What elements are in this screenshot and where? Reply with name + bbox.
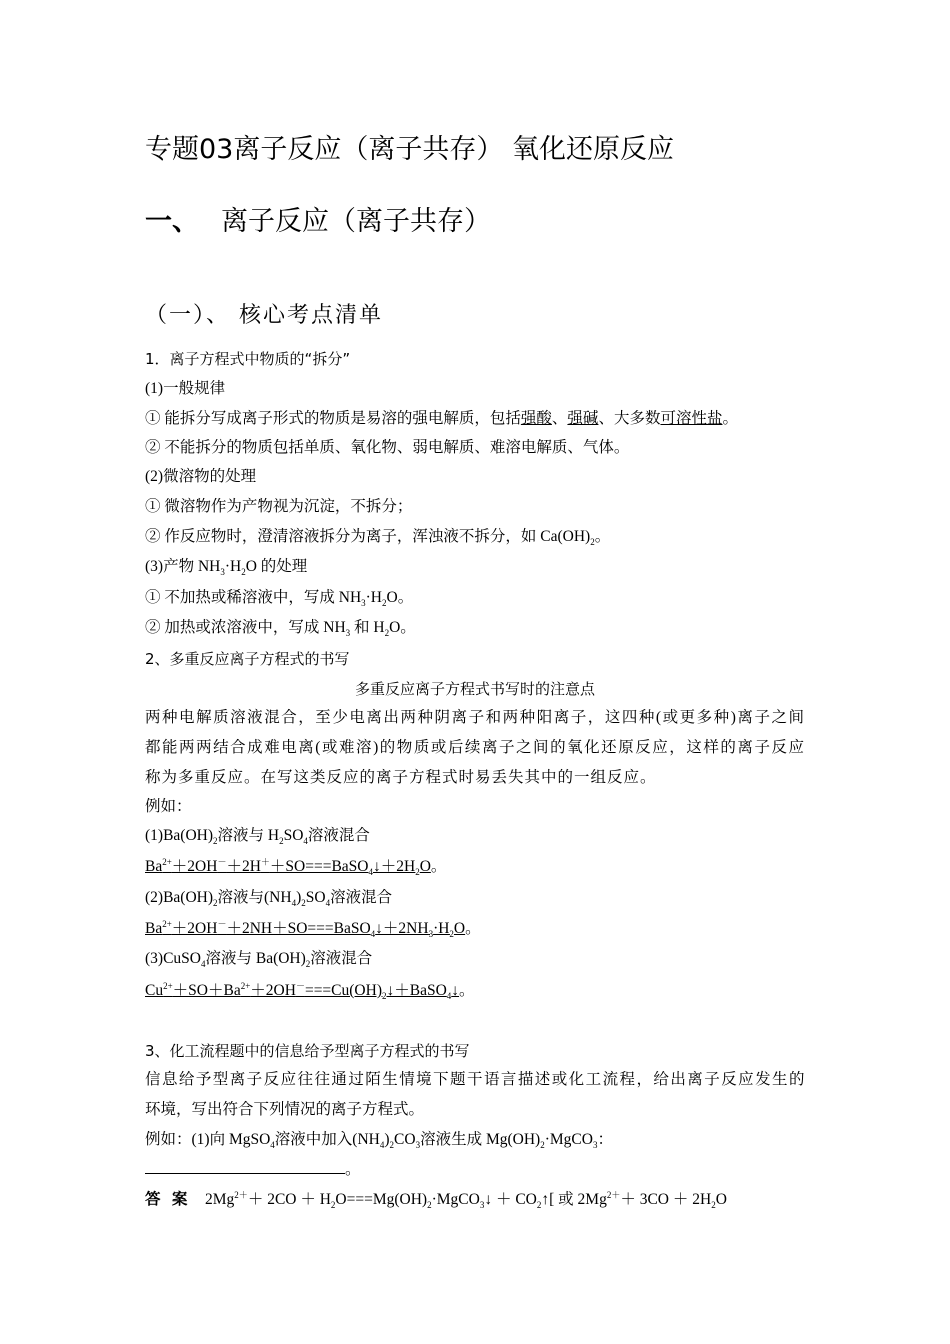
soluble-salt: 可溶性盐	[660, 410, 723, 427]
point-3-para-line-1: 信息给予型离子反应往往通过陌生情境下题干语言描述或化工流程，给出离子反应发生的	[145, 1071, 805, 1088]
point-1-general: (1)一般规律	[145, 380, 226, 397]
rule-a: ① 能拆分写成离子形式的物质是易溶的强电解质，包括强酸、强碱、大多数可溶性盐。	[145, 410, 738, 427]
point-3-example: 例如：(1)向 MgSO$_4$溶液中加入$(NH_4)_2CO_3$溶液生成 $Mg(OH)_2\cdot MgCO_3$：	[145, 1131, 613, 1151]
point-2-heading: 2、多重反应离子方程式的书写	[145, 650, 350, 668]
strong-acid: 强酸	[520, 410, 552, 427]
rule-d: ② 作反应物时，澄清溶液拆分为离子，浑浊液不拆分，如 $Ca(OH)_2$。	[145, 528, 611, 548]
rule-f: ② 加热或浓溶液中，写成 $NH_3$ 和 $H_2O$。	[145, 619, 416, 639]
answer-blank-line: 。	[145, 1159, 361, 1180]
point-2-para-line-1: 两种电解质溶液混合，至少电离出两种阴离子和两种阳离子，这四种(或更多种)离子之间	[145, 709, 805, 726]
strong-base: 强碱	[567, 410, 599, 427]
point-3-heading: 3、化工流程题中的信息给予型离子方程式的书写	[145, 1042, 470, 1060]
rule-c: ① 微溶物作为产物视为沉淀，不拆分；	[145, 498, 413, 515]
point-3-para-line-2: 环境，写出符合下列情况的离子方程式。	[145, 1101, 425, 1118]
point-2-para-line-3: 称为多重反应。在写这类反应的离子方程式时易丢失其中的一组反应。	[145, 769, 657, 786]
example-2: $(2)Ba(OH)_2$溶液与$(NH_4)_2SO_4$溶液混合	[145, 889, 393, 909]
example-1: $(1)Ba(OH)_2$溶液与 $H_2SO_4$溶液混合	[145, 827, 370, 847]
section-number: 一、	[145, 206, 199, 237]
answer-label: 答 案	[145, 1190, 191, 1208]
section-title: 离子反应（离子共存）	[221, 206, 491, 237]
equation-1: $Ba^{2+}+2OH^-+2H^++SO===BaSO_4↓+2H_2O$。	[145, 856, 447, 878]
subsection-heading: （一）、 核心考点清单	[145, 303, 383, 328]
example-3: (3)CuSO$_4$溶液与 $Ba(OH)_2$溶液混合	[145, 950, 373, 970]
point-1-nh3: (3)产物 $NH_3\cdot H_2O$ 的处理	[145, 558, 308, 578]
point-2-para-line-2: 都能两两结合成难电离(或难溶)的物质或后续离子之间的氧化还原反应，这样的离子反应	[145, 739, 805, 756]
section-heading-1	[145, 205, 491, 239]
rule-e: ① 不加热或稀溶液中，写成 $NH_3\cdot H_2O$。	[145, 589, 414, 609]
rule-b: ② 不能拆分的物质包括单质、氧化物、弱电解质、难溶电解质、气体。	[145, 439, 630, 456]
point-1-micro: (2)微溶物的处理	[145, 468, 257, 485]
point-1-heading: 1．离子方程式中物质的“拆分”	[145, 350, 351, 368]
equation-2: $Ba^{2+}+2OH^-+2NH+SO===BaSO_4↓+2NH_3\cdot H_2O$。	[145, 918, 481, 940]
page-title: 专题03离子反应（离子共存） 氧化还原反应	[145, 134, 674, 165]
answer-blank	[145, 1159, 345, 1174]
point-2-example: 例如：	[145, 798, 192, 815]
equation-3: $Cu^{2+}+SO+Ba^{2+}+2OH^-===Cu(OH)_2↓+BaSO_4↓$。	[145, 980, 475, 1002]
point-2-center-title: 多重反应离子方程式书写时的注意点	[354, 680, 595, 698]
answer-line: 答 案 $2Mg^{2+}+ 2CO$ ＋ $H_2O===Mg(OH)_2\cdot MgCO_3↓$ ＋ $CO_2↑$[ 或 $2Mg^{2+}+ 3CO + 2H_2O$	[145, 1189, 727, 1211]
